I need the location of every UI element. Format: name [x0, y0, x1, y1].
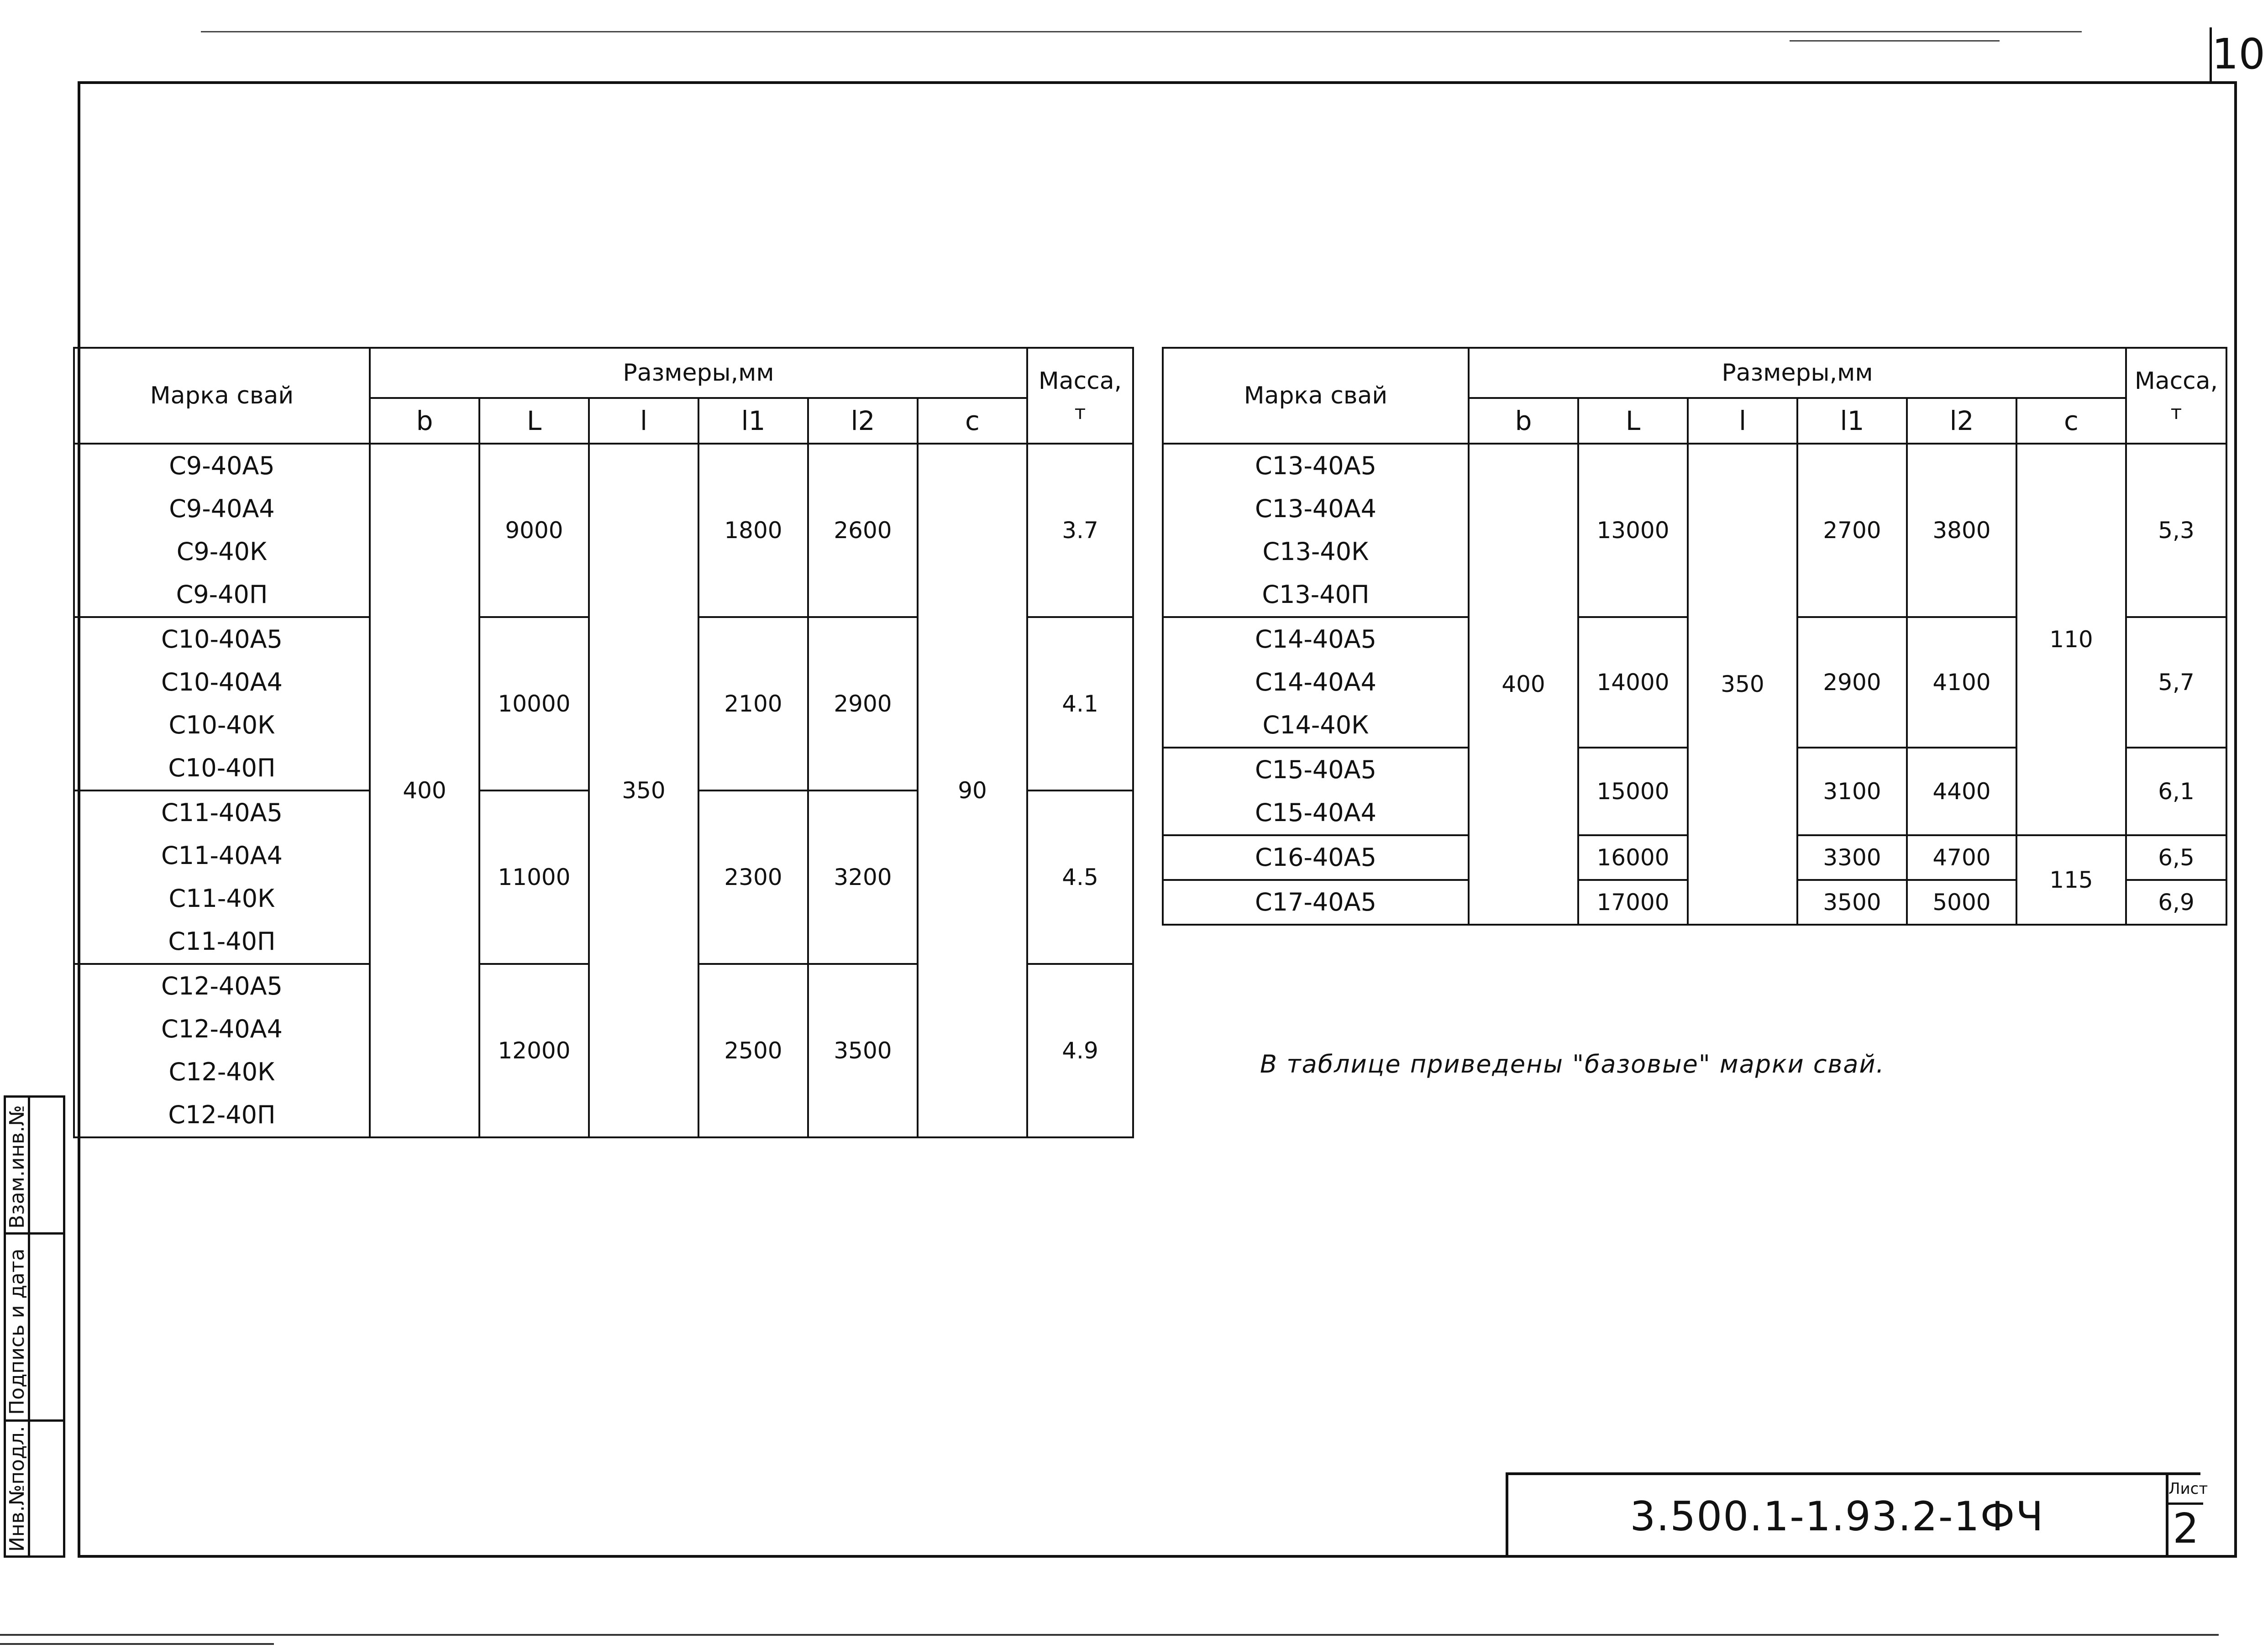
right-L-value: 16000: [1578, 835, 1688, 880]
right-l2-value: 4400: [1907, 748, 2016, 835]
pile-mark: С11-40К: [168, 884, 275, 913]
right-spec-table: [1162, 347, 2227, 926]
sheet-box: [2166, 1475, 2208, 1558]
left-sub-L: L: [479, 398, 589, 444]
pile-mark: С12-40П: [168, 1100, 276, 1129]
pile-mark: С14-40А4: [1255, 668, 1376, 696]
left-L-value: 10000: [479, 617, 589, 790]
right-l2-value: 3800: [1907, 444, 2016, 617]
pile-mark: С10-40А4: [161, 668, 283, 696]
right-header-mark: Марка свай: [1163, 348, 1469, 444]
side-label-sign-date: Подпись и дата: [5, 1248, 29, 1415]
left-sub-c: c: [918, 398, 1027, 444]
left-l-value: 350: [589, 444, 698, 1137]
left-l1-value: 2500: [698, 964, 808, 1137]
side-stamp-divider: [4, 1232, 65, 1235]
right-c-value-115: 115: [2016, 835, 2126, 925]
left-group-marks: [74, 444, 370, 617]
bottom-rule-short: [0, 1643, 274, 1645]
pile-mark: С15-40А4: [1255, 798, 1376, 827]
pile-mark: С13-40К: [1262, 537, 1369, 566]
pile-mark: С16-40А5: [1255, 843, 1376, 872]
left-mass-value: 3.7: [1027, 444, 1133, 617]
right-group-marks: [1163, 617, 1469, 748]
right-l2-value: 4700: [1907, 835, 2016, 880]
right-mass-unit: т: [2170, 401, 2182, 424]
side-label-replace-inv: Взам.инв.№: [5, 1105, 29, 1229]
pile-mark: С14-40К: [1262, 711, 1369, 739]
right-mass-label: Масса,: [2134, 367, 2218, 395]
left-l1-value: 2300: [698, 790, 808, 964]
left-L-value: 9000: [479, 444, 589, 617]
right-group-marks: [1163, 835, 1469, 880]
left-c-value: 90: [918, 444, 1027, 1137]
right-L-value: 17000: [1578, 880, 1688, 925]
left-group-marks: [74, 964, 370, 1137]
right-sub-c: c: [2016, 398, 2126, 444]
sheet-label: Лист: [2168, 1475, 2203, 1505]
left-mass-value: 4.1: [1027, 617, 1133, 790]
right-mass-value: 6,9: [2126, 880, 2226, 925]
left-l2-value: 3500: [808, 964, 918, 1137]
right-l1-value: 2900: [1797, 617, 1907, 748]
left-header-mark: Марка свай: [74, 348, 370, 444]
page-number: 10: [2210, 27, 2253, 81]
left-sub-l1: l1: [698, 398, 808, 444]
bottom-rule: [0, 1634, 2219, 1636]
left-l1-value: 2100: [698, 617, 808, 790]
right-sub-L: L: [1578, 398, 1688, 444]
pile-mark: С11-40А5: [161, 798, 283, 827]
side-label-inv-no: Инв.№подл.: [5, 1426, 29, 1552]
right-sub-l1: l1: [1797, 398, 1907, 444]
left-spec-table: [73, 347, 1134, 1138]
right-l1-value: 3500: [1797, 880, 1907, 925]
left-sub-l2: l2: [808, 398, 918, 444]
table-note: В таблице приведены "базовые" марки свай.: [1260, 1050, 1885, 1078]
right-l1-value: 3100: [1797, 748, 1907, 835]
left-b-value: 400: [370, 444, 479, 1137]
pile-mark: С13-40А4: [1255, 494, 1376, 523]
right-l2-value: 4100: [1907, 617, 2016, 748]
right-header-mass: [2126, 348, 2226, 444]
right-mass-value: 6,5: [2126, 835, 2226, 880]
pile-mark: С13-40А5: [1255, 451, 1376, 480]
right-l2-value: 5000: [1907, 880, 2016, 925]
left-mass-unit: т: [1074, 401, 1086, 424]
right-L-value: 14000: [1578, 617, 1688, 748]
left-sub-l: l: [589, 398, 698, 444]
right-L-value: 15000: [1578, 748, 1688, 835]
pile-mark: С9-40П: [176, 580, 268, 609]
sheet-number: 2: [2173, 1505, 2199, 1553]
left-l2-value: 2600: [808, 444, 918, 617]
pile-mark: С9-40А4: [169, 494, 275, 523]
pile-mark: С12-40А5: [161, 972, 283, 1000]
pile-mark: С9-40А5: [169, 451, 275, 480]
pile-mark: С10-40К: [168, 711, 275, 739]
right-header-dims: Размеры,мм: [1469, 348, 2126, 398]
side-stamp-divider: [4, 1419, 65, 1422]
right-c-value-110: 110: [2016, 444, 2126, 835]
left-L-value: 12000: [479, 964, 589, 1137]
right-sub-l2: l2: [1907, 398, 2016, 444]
left-group-marks: [74, 617, 370, 790]
left-header-mass: [1027, 348, 1133, 444]
left-mass-value: 4.9: [1027, 964, 1133, 1137]
right-L-value: 13000: [1578, 444, 1688, 617]
top-rule: [201, 31, 2082, 32]
left-sub-b: b: [370, 398, 479, 444]
right-l1-value: 2700: [1797, 444, 1907, 617]
pile-mark: С9-40К: [176, 537, 268, 566]
pile-mark: С11-40П: [168, 927, 276, 956]
right-sub-l: l: [1688, 398, 1797, 444]
right-group-marks: [1163, 748, 1469, 835]
left-mass-value: 4.5: [1027, 790, 1133, 964]
right-mass-value: 6,1: [2126, 748, 2226, 835]
right-group-marks: [1163, 444, 1469, 617]
right-sub-b: b: [1469, 398, 1578, 444]
left-header-dims: Размеры,мм: [370, 348, 1027, 398]
left-mass-label: Масса,: [1038, 367, 1122, 395]
left-l2-value: 3200: [808, 790, 918, 964]
pile-mark: С13-40П: [1262, 580, 1370, 609]
right-group-marks: [1163, 880, 1469, 925]
left-l2-value: 2900: [808, 617, 918, 790]
right-b-value: 400: [1469, 444, 1578, 925]
right-l1-value: 3300: [1797, 835, 1907, 880]
left-l1-value: 1800: [698, 444, 808, 617]
pile-mark: С17-40А5: [1255, 888, 1376, 916]
pile-mark: С10-40А5: [161, 625, 283, 654]
pile-mark: С15-40А5: [1255, 755, 1376, 784]
pile-mark: С11-40А4: [161, 841, 283, 870]
right-l-value: 350: [1688, 444, 1797, 925]
document-code: 3.500.1-1.93.2-1ФЧ: [1630, 1493, 2044, 1540]
top-rule-short: [1790, 40, 2000, 42]
pile-mark: С14-40А5: [1255, 625, 1376, 654]
pile-mark: С12-40К: [168, 1057, 275, 1086]
pile-mark: С10-40П: [168, 754, 276, 782]
right-mass-value: 5,3: [2126, 444, 2226, 617]
left-L-value: 11000: [479, 790, 589, 964]
left-group-marks: [74, 790, 370, 964]
title-block: [1506, 1472, 2208, 1558]
pile-mark: С12-40А4: [161, 1015, 283, 1043]
right-mass-value: 5,7: [2126, 617, 2226, 748]
